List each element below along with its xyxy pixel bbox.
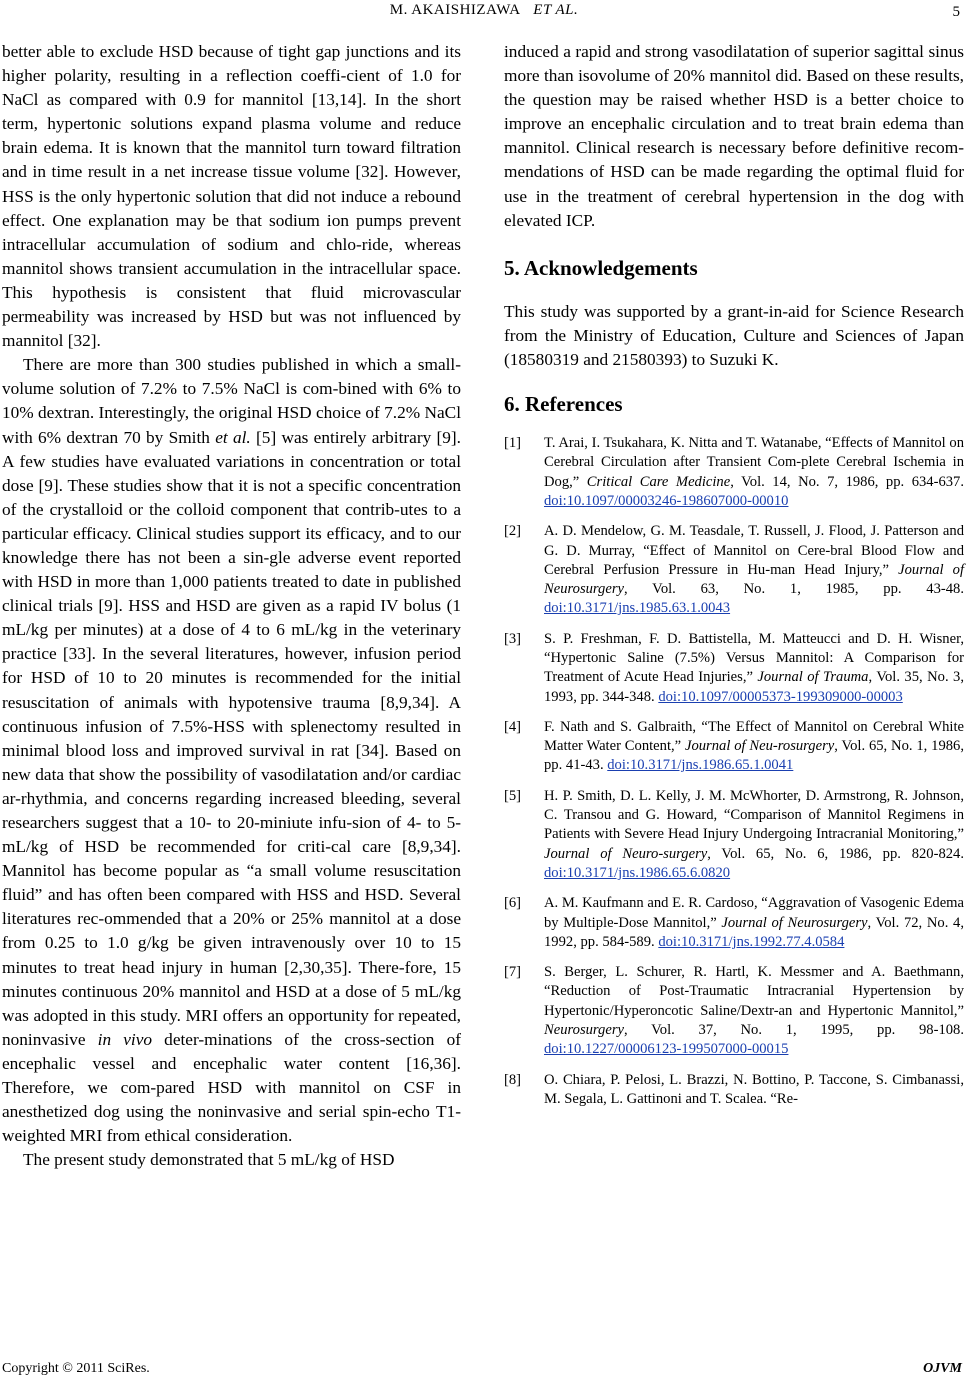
running-title-etal: ET AL. xyxy=(533,2,579,18)
reference-journal: Journal of Neurosurgery xyxy=(544,561,964,598)
body-paragraph: The present study demonstrated that 5 mL/kg of HSD xyxy=(23,1150,395,1170)
reference-journal: Journal of Neurosurgery xyxy=(721,914,868,931)
reference-doi-link[interactable]: doi:10.3171/jns.1985.63.1.0043 xyxy=(544,600,731,617)
body-paragraph: There are more than 300 studies published in which a small-volume solution of 7.2% to 7.5% NaCl is com-bined with 6% to 10% dextran. Interestingly, the original HSD choice of 7.2% NaCl with 6% dextran 70 by Smith et al. [5] was entirely arbitrary [9]. A few studies have evaluated variations in concentration or total dose [9]. These studies show that it is not a specific concentration of the crystalloid or the colloid component that contrib-utes to a particular efficacy. Clinical studies support its efficacy, and to our knowledge there has not been a sin-gle adverse event reported with HSD in more than 1,000 patients treated to date in published clinical trials [9]. HSS and HSD are given as a rapid IV bolus (1 mL/kg per minutes) at a dose of 4 to 6 mL/kg in the veterinary practice [33]. In the several literatures, however, infusion period for HSD of 10 to 20 minutes is recommended for the initial resuscitation of animals with hypotensive trauma [8,9,34]. A continuous infusion of 7.5%-HSS with splenectomy resulted in minimal blood loss and improved survival in rat [34]. Based on new data that show the possibility of vasodilatation and/or cardiac ar-rhythmia, and concerns regarding increased bleeding, several researchers suggest that a 10- to 20-miniute infu-sion of 4- to 5-mL/kg of HSD be recommended for criti-cal care [8,9,34]. Mannitol has become popular as “a small volume resuscitation fluid” and has often been compared with HSS and HSD. Several literatures rec-ommended that a 20% or 25% mannitol at a dose from 0.25 to 1.0 g/kg be given intravenously over 10 to 15 minutes to treat head injury in human [2,30,35]. There-fore, 15 minutes continuous 20% mannitol and HSD at a dose of 5 mL/kg was adopted in this study. MRI offers an opportunity for repeated, noninvasive in vivo deter-minations of the cross-section of encephalic vessel and encephalic water content [16,36]. Therefore, we com-pared HSD with mannitol on CSF in anesthetized dog using the noninvasive and serial spin-echo T1-weighted MRI from ethical consideration. xyxy=(2,355,461,1146)
reference-body: O. Chiara, P. Pelosi, L. Brazzi, N. Bottino, P. Taccone, S. Cimbanassi, M. Segala, L. Gattinoni and T. Scalea. “Re- xyxy=(544,1071,964,1107)
reference-number: [5] xyxy=(504,787,522,804)
reference-journal: Journal of Neu-rosurgery xyxy=(684,738,835,755)
reference-item xyxy=(504,718,964,776)
reference-doi-link[interactable]: doi:10.3171/jns.1992.77.4.0584 xyxy=(658,933,845,950)
body-paragraph: better able to exclude HSD because of tight gap junctions and its higher polarity, resulting in a reflection coeffi-cient of 1.0 for NaCl as compared with 0.9 for mannitol [13,14]. In the short term, hypertonic solutions expand plasma volume and reduce brain edema. It is known that the mannitol turn toward filtration and in time result in a net increase tissue volume [32]. However, HSS is the only hypertonic solution that did not induce a rebound effect. One explanation may be that sodium ion pumps prevent intracellular accumulation of sodium and chlo-ride, whereas mannitol shows transient accumulation in the intracellular space. This hypothesis is consistent that fluid microvascular permeability was increased by HSD but was not influenced by mannitol [32]. xyxy=(2,42,461,351)
reference-number: [8] xyxy=(504,1071,522,1088)
reference-item xyxy=(504,630,964,707)
reference-item xyxy=(504,963,964,1059)
reference-number: [1] xyxy=(504,435,522,452)
running-title: M. AKAISHIZAWA ET AL. xyxy=(389,2,579,18)
reference-list xyxy=(504,434,964,1109)
reference-doi-link[interactable]: doi:10.3171/jns.1986.65.1.0041 xyxy=(607,757,794,774)
reference-item xyxy=(504,434,964,511)
reference-item xyxy=(504,894,964,952)
copyright-notice: Copyright © 2011 SciRes. xyxy=(2,1361,150,1376)
right-column xyxy=(504,40,964,1120)
reference-body: H. P. Smith, D. L. Kelly, J. M. McWhorter, D. Armstrong, R. Johnson, C. Transou and G. Howard, “Comparison of Mannitol Regimens in Patients with Severe Head Injury Undergoing Intracranial Monitoring,” Journal of Neuro-surgery, Vol. 65, No. 6, 1986, pp. 820-824. doi:10.3171/jns.1986.65.6.0820 xyxy=(544,787,964,881)
reference-number: [7] xyxy=(504,964,522,981)
reference-journal: Journal of Trauma xyxy=(757,669,869,686)
reference-journal: Neurosurgery xyxy=(544,1022,624,1039)
reference-number: [3] xyxy=(504,630,522,647)
reference-doi-link[interactable]: doi:10.3171/jns.1986.65.6.0820 xyxy=(544,864,731,881)
journal-abbreviation: OJVM xyxy=(923,1361,962,1376)
references-heading: 6. References xyxy=(504,392,623,417)
reference-number: [4] xyxy=(504,718,522,735)
acknowledgements-text: This study was supported by a grant-in-aid for Science Research from the Ministry of Education, Culture and Sciences of Japan (18580319 and 21580393) to Suzuki K. xyxy=(504,301,964,369)
reference-journal: Critical Care Medicine xyxy=(586,473,731,490)
left-column xyxy=(2,40,461,1172)
reference-doi-link[interactable]: doi:10.1227/00006123-199507000-00015 xyxy=(544,1041,789,1058)
reference-number: [6] xyxy=(504,895,522,912)
reference-body: S. Berger, L. Schurer, R. Hartl, K. Messmer and A. Baethmann, “Reduction of Post-Traumatic Intracranial Hypertension by Hypertonic/Hyperoncotic Saline/Dextr-an and Hypertonic Mannitol,” Neurosurgery, Vol. 37, No. 1, 1995, pp. 98-108. doi:10.1227/00006123-199507000-00015 xyxy=(544,964,964,1058)
reference-body: A. M. Kaufmann and E. R. Cardoso, “Aggravation of Vasogenic Edema by Multiple-Dose Mannitol,” Journal of Neurosurgery, Vol. 72, No. 4, 1992, pp. 584-589. doi:10.3171/jns.1992.77.4.0584 xyxy=(544,895,965,950)
reference-body: S. P. Freshman, F. D. Battistella, M. Matteucci and D. H. Wisner, “Hypertonic Saline (7.5%) Versus Mannitol: A Comparison for Treatment of Acute Head Injuries,” Journal of Trauma, Vol. 35, No. 3, 1993, pp. 344-348. doi:10.1097/00005373-199309000-00003 xyxy=(544,630,965,705)
acknowledgements-heading: 5. Acknowledgements xyxy=(504,255,698,280)
reference-number: [2] xyxy=(504,523,522,540)
reference-item xyxy=(504,1071,964,1110)
reference-journal: Journal of Neuro-surgery xyxy=(544,845,708,862)
body-paragraph: induced a rapid and strong vasodilatation of superior sagittal sinus more than isovolume of 20% mannitol did. Based on these results, the question may be raised whether HSD is a better choice to improve an encephalic circulation and to treat brain edema than mannitol. Clinical research is necessary before definitive recom-mendations of HSD can be made regarding the optimal fluid for use in the treatment of cerebral hypertension in the dog with elevated ICP. xyxy=(504,42,964,230)
reference-body: T. Arai, I. Tsukahara, K. Nitta and T. Watanabe, “Effects of Mannitol on Cerebral Circulation after Transient Com-plete Cerebral Ischemia in Dog,” Critical Care Medicine, Vol. 14, No. 7, 1986, pp. 634-637. doi:10.1097/00003246-198607000-00010 xyxy=(544,435,964,509)
reference-doi-link[interactable]: doi:10.1097/00005373-199309000-00003 xyxy=(658,688,903,705)
page-number: 5 xyxy=(952,4,960,20)
reference-doi-link[interactable]: doi:10.1097/00003246-198607000-00010 xyxy=(544,492,789,509)
page-header xyxy=(0,2,968,26)
reference-item xyxy=(504,522,964,618)
reference-body: A. D. Mendelow, G. M. Teasdale, T. Russell, J. Flood, J. Patterson and G. D. Murray, “Effect of Mannitol on Cere-bral Blood Flow and Cerebral Perfusion Pressure in Hu-man Head Injury,” Journal of Neurosurgery, Vol. 63, No. 1, 1985, pp. 43-48. doi:10.3171/jns.1985.63.1.0043 xyxy=(544,523,964,617)
reference-body: F. Nath and S. Galbraith, “The Effect of Mannitol on Cerebral White Matter Water Content,” Journal of Neu-rosurgery, Vol. 65, No. 1, 1986, pp. 41-43. doi:10.3171/jns.1986.65.1.0041 xyxy=(544,718,964,774)
reference-item xyxy=(504,787,964,883)
